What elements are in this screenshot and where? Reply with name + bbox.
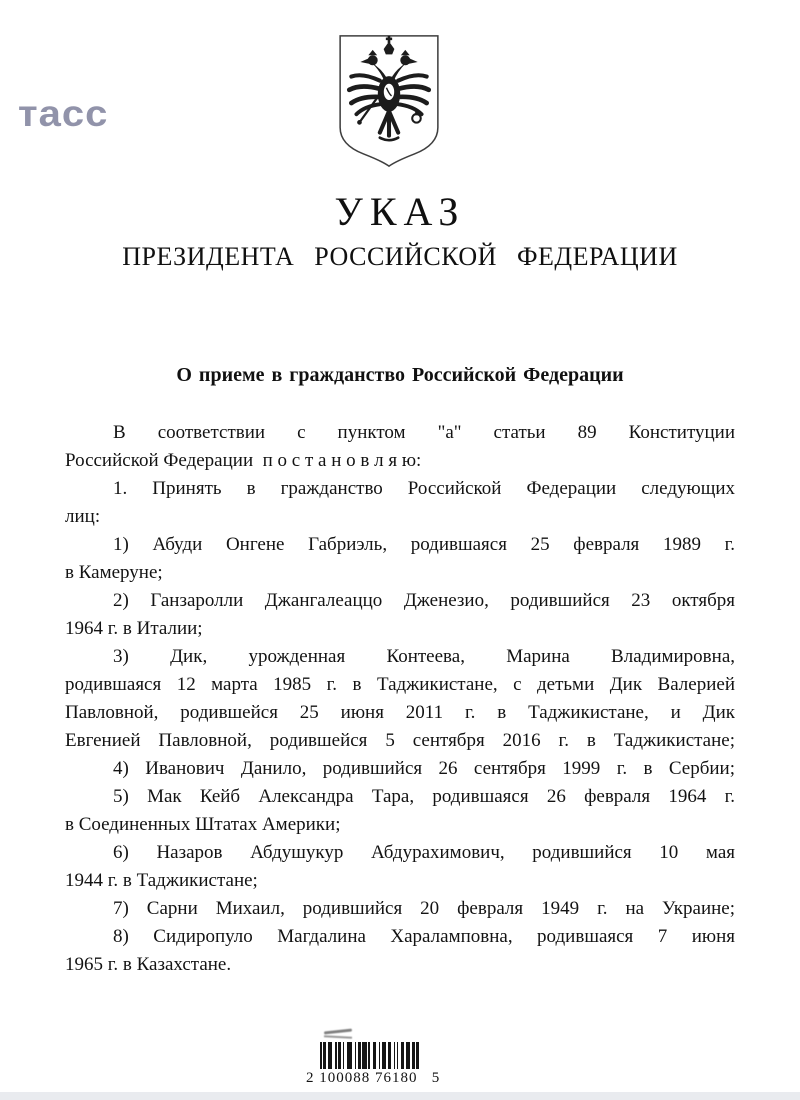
body-line: 1964 г. в Италии; [65, 618, 203, 639]
body-line: Евгенией Павловной, родившейся 5 сентября 2016 г. в Таджикистане; [65, 730, 735, 751]
body-line: 7) Сарни Михаил, родившийся 20 февраля 1949 г. на Украине; [113, 898, 735, 919]
decree-subject: О приеме в гражданство Российской Федерации [176, 364, 624, 386]
barcode [306, 1028, 441, 1086]
body-line: в Соединенных Штатах Америки; [65, 814, 341, 835]
body-line: 3) Дик, урожденная Контеева, Марина Владимировна, [113, 646, 735, 667]
page-bottom-edge [0, 1092, 800, 1100]
body-line: 2) Ганзаролли Джангалеаццо Дженезио, родившийся 23 октября [113, 590, 735, 611]
body-line: 1965 г. в Казахстане. [65, 954, 232, 975]
body-line: 6) Назаров Абдушукур Абдурахимович, родившийся 10 мая [113, 842, 735, 863]
coat-of-arms-icon [333, 32, 445, 168]
tass-watermark-logo: тасс [18, 93, 109, 135]
decree-title: УКАЗ [334, 189, 466, 234]
decree-subtitle: ПРЕЗИДЕНТА РОССИЙСКОЙ ФЕДЕРАЦИИ [122, 242, 678, 271]
decree-body [65, 419, 735, 979]
body-line: 1944 г. в Таджикистане; [65, 870, 258, 891]
body-line: 8) Сидиропуло Магдалина Хараламповна, родившаяся 7 июня [113, 926, 735, 947]
body-line: 4) Иванович Данило, родившийся 26 сентября 1999 г. в Сербии; [113, 758, 735, 779]
body-line: лиц: [65, 506, 101, 527]
body-line: 5) Мак Кейб Александра Тара, родившаяся 26 февраля 1964 г. [113, 786, 735, 807]
body-line: 1. Принять в гражданство Российской Федерации следующих [113, 478, 735, 499]
print-mark-icon [322, 1028, 356, 1041]
body-line: родившаяся 12 марта 1985 г. в Таджикистане, с детьми Дик Валерией [65, 674, 735, 695]
body-line: 1) Абуди Онгене Габриэль, родившаяся 25 февраля 1989 г. [113, 534, 735, 555]
body-line: в Камеруне; [65, 562, 163, 583]
barcode-bars [320, 1042, 420, 1069]
body-line: Павловной, родившейся 25 июня 2011 г. в Таджикистане, и Дик [65, 702, 735, 723]
body-line: В соответствии с пунктом "а" статьи 89 Конституции [113, 422, 735, 443]
barcode-digits: 2 100088 76180 5 [306, 1070, 441, 1086]
body-line: Российской Федерации п о с т а н о в л я ю: [65, 450, 422, 471]
